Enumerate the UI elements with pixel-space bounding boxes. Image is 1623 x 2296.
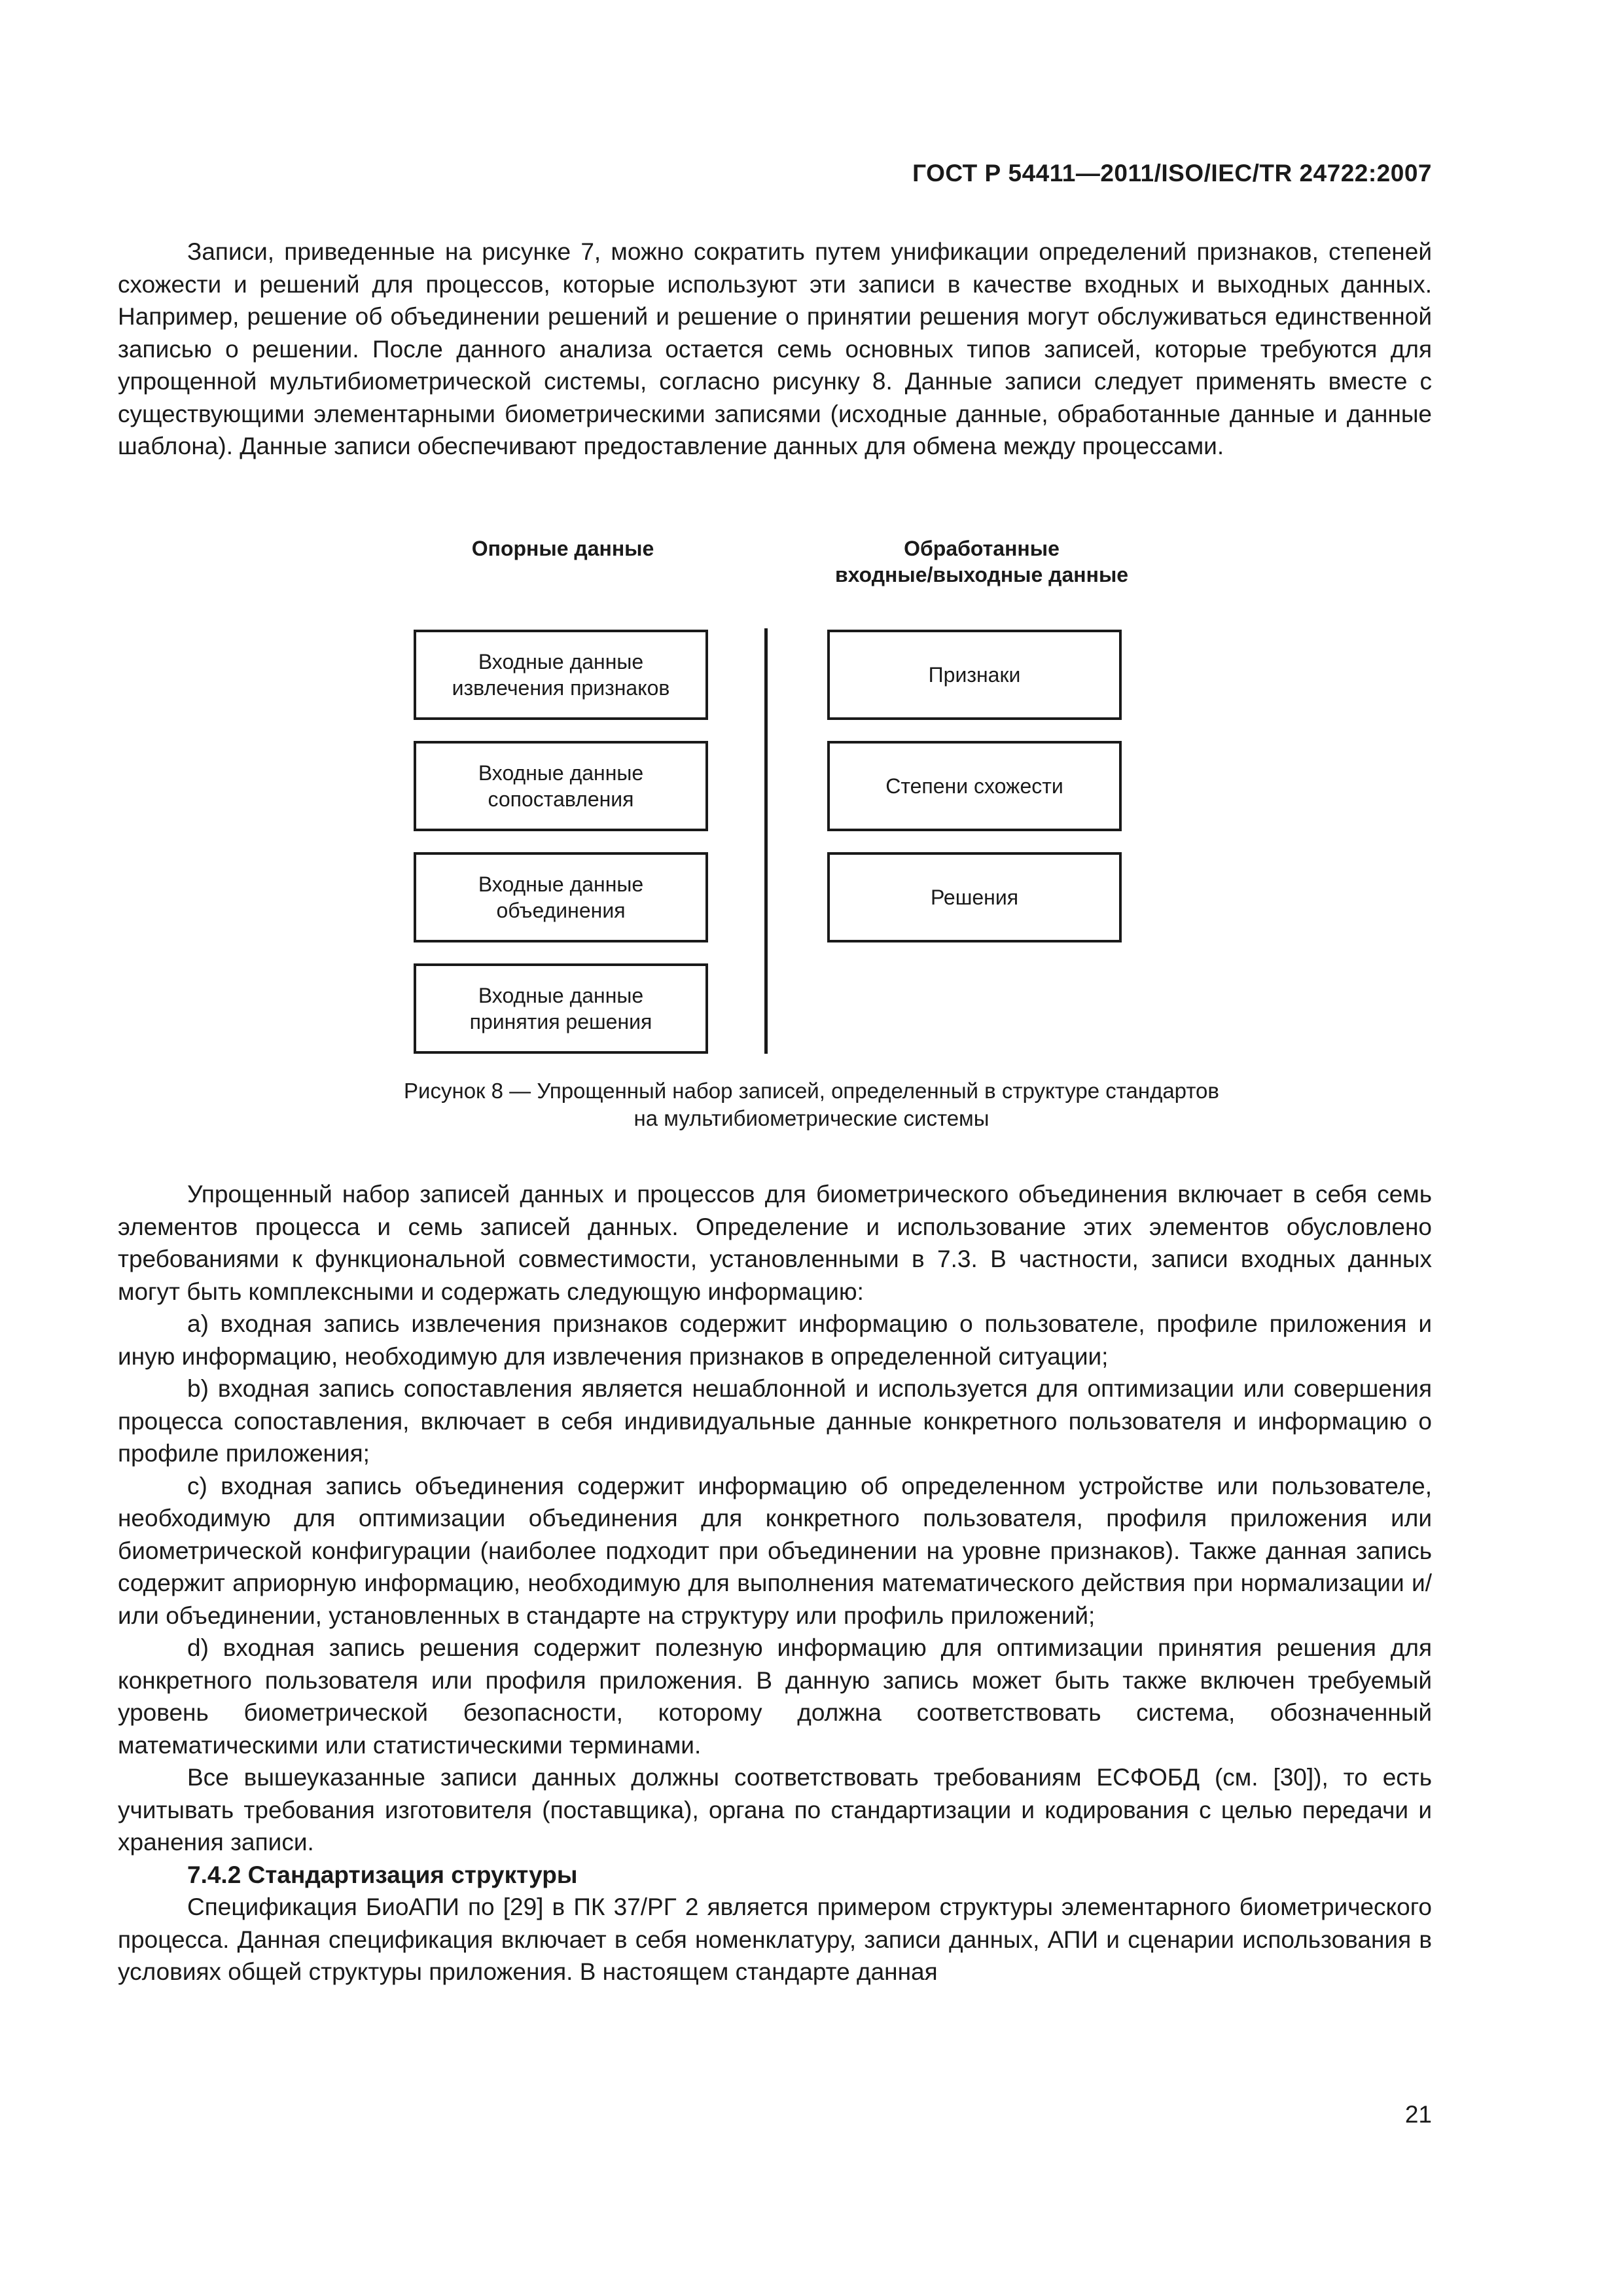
right-title-line1: Обработанные — [904, 537, 1060, 560]
caption-line2: на мультибиометрические системы — [633, 1106, 990, 1130]
box-line1: Входные данные — [478, 872, 644, 896]
body-paragraph-2: Все вышеуказанные записи данных должны соответствовать требованиям ЕСФОБД (см. [30]), то есть учитывать требования изготовителя (поставщика), органа по стандартизации и кодирования с целью передачи и хранения записи. — [118, 1764, 1432, 1856]
intro-section — [118, 236, 1432, 463]
list-item-a: а) входная запись извлечения признаков содержит информацию о пользователе, профиле приложения и иную информацию, необходимую для извлечения признаков в определенной ситуации; — [118, 1310, 1432, 1370]
figure-caption — [249, 1077, 1374, 1132]
box-decision-input — [414, 963, 708, 1054]
box-line1: Входные данные — [478, 761, 644, 785]
box-fusion-input — [414, 852, 708, 942]
box-line1: Входные данные — [478, 984, 644, 1007]
list-item-b: b) входная запись сопоставления является нешаблонной и используется для оптимизации или совершения процесса сопоставления, включает в себя индивидуальные данные конкретного пользователя и информацию о профиле приложения; — [118, 1375, 1432, 1467]
box-label: Степени схожести — [885, 774, 1063, 798]
box-decisions — [827, 852, 1122, 942]
page-number: 21 — [1404, 2101, 1432, 2128]
body-section — [118, 1178, 1432, 1988]
standard-header: ГОСТ Р 54411—2011/ISO/IEC/TR 24722:2007 — [912, 160, 1432, 187]
box-line2: объединения — [496, 899, 626, 922]
right-title-line2: входные/выходные данные — [834, 563, 1129, 586]
body-paragraph-3: Спецификация БиоАПИ по [29] в ПК 37/РГ 2 является примером структуры элементарного биометрического процесса. Данная спецификация включает в себя номенклатуру, записи данных, АПИ и сценарии использования в условиях общей структуры приложения. В настоящем стандарте данная — [118, 1893, 1432, 1985]
box-matching-input — [414, 741, 708, 831]
figure-right-column-title — [746, 535, 1217, 588]
figure-divider-line — [764, 628, 768, 1054]
list-item-d: d) входная запись решения содержит полезную информацию для оптимизации принятия решения для конкретного пользователя или профиля приложения. В данную запись может быть также включен требуемый уровень биометрической безопасности, которому должна соответствовать система, обозначенный математическими или статистическими терминами. — [118, 1634, 1432, 1759]
box-features — [827, 630, 1122, 720]
figure-left-column-title: Опорные данные — [471, 537, 654, 560]
box-line2: сопоставления — [488, 787, 634, 811]
box-label: Решения — [930, 886, 1019, 909]
caption-line1: Рисунок 8 — Упрощенный набор записей, определенный в структуре стандартов — [404, 1079, 1219, 1103]
section-heading: 7.4.2 Стандартизация структуры — [187, 1861, 578, 1888]
box-similarity-scores — [827, 741, 1122, 831]
intro-paragraph: Записи, приведенные на рисунке 7, можно сократить путем унификации определений признаков, степеней схожести и решений для процессов, которые используют эти записи в качестве входных и выходных данных. Например, решение об объединении решений и решение о принятии решения могут обслуживаться единственной записью о решении. После данного анализа остается семь основных типов записей, которые требуются для упрощенной мультибиометрической системы, согласно рисунку 8. Данные записи следует применять вместе с существующими элементарными биометрическими записями (исходные данные, обработанные данные и данные шаблона). Данные записи обеспечивают предоставление данных для обмена между процессами. — [118, 238, 1432, 459]
box-feature-extraction-input — [414, 630, 708, 720]
box-label: Признаки — [928, 663, 1021, 687]
body-paragraph-1: Упрощенный набор записей данных и процессов для биометрического объединения включает в себя семь элементов процесса и семь записей данных. Определение и использование этих элементов обусловлено требованиями к функциональной совместимости, установленными в 7.3. В частности, записи входных данных могут быть комплексными и содержать следующую информацию: — [118, 1181, 1432, 1305]
box-line2: извлечения признаков — [452, 676, 670, 700]
box-line1: Входные данные — [478, 650, 644, 673]
list-item-c: с) входная запись объединения содержит информацию об определенном устройстве или пользователе, необходимую для оптимизации объединения для конкретного пользователя, профиля приложения или биометрической конфигурации (наиболее подходит при объединении на уровне признаков). Также данная запись содержит априорную информацию, необходимую для выполнения математического действия при нормализации и/или объединении, установленных в стандарте на структуру или профиль приложений; — [118, 1472, 1432, 1629]
box-line2: принятия решения — [469, 1010, 652, 1033]
